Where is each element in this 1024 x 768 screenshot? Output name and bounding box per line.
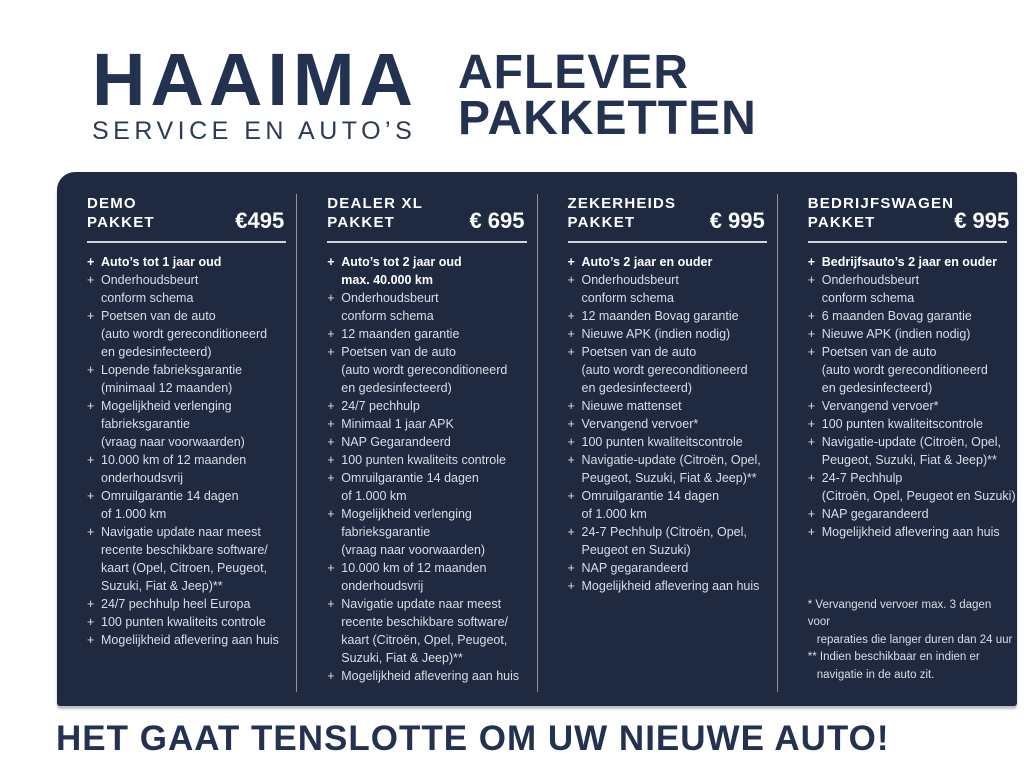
plus-marker: + bbox=[87, 363, 95, 377]
tagline: HET GAAT TENSLOTTE OM UW NIEUWE AUTO! bbox=[56, 719, 890, 758]
package-item-line: Navigatie update naar meest bbox=[101, 525, 261, 539]
package-item-text bbox=[822, 415, 983, 433]
package-item bbox=[87, 523, 292, 595]
package-item-text bbox=[101, 307, 267, 361]
package-item bbox=[327, 505, 532, 559]
logo-subtitle: SERVICE EN AUTO’S bbox=[92, 117, 417, 145]
package-title bbox=[808, 194, 954, 232]
package-item-line: 10.000 km of 12 maanden bbox=[341, 561, 487, 575]
package-item-line: Mogelijkheid verlenging bbox=[341, 507, 472, 521]
package-column-1 bbox=[57, 194, 296, 692]
plus-marker: + bbox=[327, 417, 335, 431]
package-item bbox=[568, 523, 773, 559]
package-item-line: (auto wordt gereconditioneerd bbox=[821, 363, 988, 377]
package-item-line: Mogelijkheid aflevering aan huis bbox=[821, 525, 1000, 539]
package-item-line: fabrieksgarantie bbox=[101, 417, 190, 431]
package-item bbox=[87, 451, 292, 487]
package-item-line: NAP gegarandeerd bbox=[821, 507, 929, 521]
plus-marker: + bbox=[807, 327, 816, 341]
package-item-line: 12 maanden garantie bbox=[341, 327, 460, 341]
plus-marker: + bbox=[327, 507, 335, 521]
package-item-text bbox=[341, 253, 461, 289]
plus-marker: + bbox=[87, 633, 95, 647]
package-item-line: Mogelijkheid aflevering aan huis bbox=[341, 669, 520, 683]
footnote-line: * Vervangend vervoer max. 3 dagen voor bbox=[807, 598, 992, 628]
package-item-line: NAP gegarandeerd bbox=[581, 561, 689, 575]
package-title-line1: DEMO bbox=[87, 195, 137, 212]
package-item-text bbox=[101, 523, 268, 595]
package-item-text bbox=[582, 559, 689, 577]
package-item bbox=[568, 271, 773, 307]
package-item-text bbox=[582, 307, 739, 325]
footnote-line: ** Indien beschikbaar en indien er bbox=[807, 651, 980, 663]
package-item-line: Omruilgarantie 14 dagen bbox=[101, 489, 239, 503]
package-item-text bbox=[341, 415, 454, 433]
plus-marker: + bbox=[567, 561, 575, 575]
title-divider bbox=[808, 241, 1007, 243]
plus-marker: + bbox=[87, 597, 95, 611]
package-item bbox=[808, 523, 1013, 541]
plus-marker: + bbox=[87, 273, 95, 287]
plus-marker: + bbox=[87, 615, 95, 629]
plus-marker: + bbox=[327, 561, 335, 575]
package-item-text bbox=[341, 289, 438, 325]
plus-marker: + bbox=[567, 579, 575, 593]
plus-marker: + bbox=[807, 345, 816, 359]
package-item-line: Poetsen van de auto bbox=[341, 345, 456, 359]
package-item-line: en gedesinfecteerd) bbox=[341, 381, 452, 395]
plus-marker: + bbox=[567, 309, 575, 323]
package-item bbox=[327, 469, 532, 505]
package-header bbox=[568, 194, 773, 232]
package-item bbox=[87, 307, 292, 361]
package-item-line: Onderhoudsbeurt bbox=[341, 291, 439, 305]
plus-marker: + bbox=[807, 435, 816, 449]
package-item-text bbox=[101, 451, 246, 487]
package-item-text bbox=[341, 667, 519, 685]
package-item-line: 100 punten kwaliteits controle bbox=[341, 453, 506, 467]
package-item bbox=[808, 271, 1013, 307]
package-item-line: Poetsen van de auto bbox=[581, 345, 697, 359]
package-item bbox=[87, 253, 292, 271]
package-item-line: (auto wordt gereconditioneerd bbox=[341, 363, 508, 377]
package-item bbox=[808, 307, 1013, 325]
package-item-line: 24-7 Pechhulp bbox=[821, 471, 903, 485]
package-item-text bbox=[582, 397, 682, 415]
package-item-line: 100 punten kwaliteits controle bbox=[101, 615, 266, 629]
plus-marker: + bbox=[87, 255, 95, 269]
plus-marker: + bbox=[567, 489, 575, 503]
package-item-line: Peugeot, Suzuki, Fiat & Jeep)** bbox=[821, 453, 997, 467]
page-title-line1: AFLEVER bbox=[458, 46, 690, 99]
package-item-line: Minimaal 1 jaar APK bbox=[341, 417, 454, 431]
footnote-line: reparaties die langer duren dan 24 uur bbox=[816, 633, 1013, 646]
page-title bbox=[458, 46, 757, 145]
package-item-line: 100 punten kwaliteitscontrole bbox=[581, 435, 743, 449]
package-item-list bbox=[327, 253, 532, 685]
package-item bbox=[568, 559, 773, 577]
package-item bbox=[568, 487, 773, 523]
package-item-text bbox=[101, 397, 245, 451]
package-item-line: Onderhoudsbeurt bbox=[101, 273, 199, 287]
plus-marker: + bbox=[567, 453, 575, 467]
package-item-text bbox=[341, 469, 479, 505]
package-item-line: 24/7 pechhulp heel Europa bbox=[101, 597, 251, 611]
package-item bbox=[87, 361, 292, 397]
plus-marker: + bbox=[807, 417, 816, 431]
package-item-line: Mogelijkheid verlenging bbox=[101, 399, 232, 413]
package-title bbox=[327, 194, 423, 232]
package-title-line2: PAKKET bbox=[807, 214, 876, 231]
package-item bbox=[327, 667, 532, 685]
package-item bbox=[327, 451, 532, 469]
package-item bbox=[327, 415, 532, 433]
plus-marker: + bbox=[807, 525, 816, 539]
package-item bbox=[808, 397, 1013, 415]
package-price: € 995 bbox=[709, 208, 765, 233]
package-item-text bbox=[101, 271, 198, 307]
plus-marker: + bbox=[327, 327, 335, 341]
package-item bbox=[87, 631, 292, 649]
package-item-line: fabrieksgarantie bbox=[341, 525, 431, 539]
package-item bbox=[568, 343, 773, 397]
footnote-line: navigatie in de auto zit. bbox=[816, 668, 935, 681]
package-item-text bbox=[101, 613, 266, 631]
package-item-text bbox=[101, 487, 239, 523]
title-divider bbox=[568, 241, 767, 243]
package-price: €495 bbox=[235, 208, 285, 233]
plus-marker: + bbox=[807, 471, 816, 485]
package-item bbox=[87, 595, 292, 613]
package-column-4 bbox=[777, 194, 1017, 692]
package-item-line: onderhoudsvrij bbox=[341, 579, 424, 593]
package-item-line: Auto’s 2 jaar en ouder bbox=[581, 255, 713, 269]
package-item-line: Omruilgarantie 14 dagen bbox=[341, 471, 479, 485]
package-item-line: 6 maanden Bovag garantie bbox=[821, 309, 972, 323]
package-item-text bbox=[582, 415, 699, 433]
package-item-text bbox=[101, 361, 242, 397]
plus-marker: + bbox=[327, 669, 335, 683]
package-item-line: Nieuwe APK (indien nodig) bbox=[821, 327, 971, 341]
package-item-line: Auto’s tot 2 jaar oud bbox=[341, 255, 462, 269]
package-item-line: Bedrijfsauto’s 2 jaar en ouder bbox=[821, 255, 998, 269]
plus-marker: + bbox=[87, 453, 95, 467]
package-item bbox=[87, 487, 292, 523]
package-item bbox=[807, 469, 1016, 505]
plus-marker: + bbox=[327, 345, 335, 359]
package-item bbox=[568, 253, 773, 271]
package-item-text bbox=[822, 271, 919, 307]
package-item-line: Navigatie-update (Citroën, Opel, bbox=[821, 435, 1002, 449]
package-item-text bbox=[341, 559, 486, 595]
package-item-line: Mogelijkheid aflevering aan huis bbox=[581, 579, 760, 593]
footnotes bbox=[808, 597, 1013, 693]
package-item bbox=[87, 613, 292, 631]
package-item-line: 10.000 km of 12 maanden bbox=[101, 453, 247, 467]
package-item-list bbox=[87, 253, 292, 649]
package-item-line: (vraag naar voorwaarden) bbox=[341, 543, 486, 557]
package-item bbox=[568, 397, 773, 415]
package-item-line: onderhoudsvrij bbox=[101, 471, 183, 485]
package-item bbox=[808, 325, 1013, 343]
package-item-line: Lopende fabrieksgarantie bbox=[101, 363, 243, 377]
footnote bbox=[808, 597, 1013, 650]
package-item bbox=[327, 253, 532, 289]
package-item bbox=[808, 505, 1013, 523]
package-item bbox=[327, 595, 532, 667]
package-item-line: 24/7 pechhulp bbox=[341, 399, 420, 413]
package-item-line: Vervangend vervoer* bbox=[821, 399, 939, 413]
package-item-line: Auto’s tot 1 jaar oud bbox=[101, 255, 222, 269]
plus-marker: + bbox=[567, 525, 575, 539]
package-title-line1: BEDRIJFSWAGEN bbox=[807, 195, 955, 212]
package-item-line: of 1.000 km bbox=[581, 507, 647, 521]
package-item-text bbox=[822, 253, 997, 271]
package-item-text bbox=[822, 523, 1000, 541]
package-column-3 bbox=[537, 194, 777, 692]
package-item bbox=[87, 397, 292, 451]
logo bbox=[92, 38, 418, 145]
package-item-text bbox=[582, 487, 720, 523]
plus-marker: + bbox=[87, 309, 95, 323]
package-price: € 695 bbox=[469, 208, 525, 233]
plus-marker: + bbox=[567, 417, 575, 431]
plus-marker: + bbox=[567, 435, 575, 449]
package-item bbox=[808, 415, 1013, 433]
package-item-line: (minimaal 12 maanden) bbox=[101, 381, 233, 395]
package-title-line2: PAKKET bbox=[567, 214, 636, 231]
package-item-line: Poetsen van de auto bbox=[101, 309, 216, 323]
package-item-line: NAP Gegarandeerd bbox=[341, 435, 451, 449]
package-header bbox=[808, 194, 1013, 232]
page-title-line2: PAKKETTEN bbox=[458, 92, 757, 145]
footnote bbox=[808, 649, 1013, 684]
plus-marker: + bbox=[327, 471, 335, 485]
package-item-line: kaart (Opel, Citroen, Peugeot, bbox=[101, 561, 268, 575]
package-item-line: recente beschikbare software/ bbox=[341, 615, 509, 629]
package-item-text bbox=[582, 343, 748, 397]
package-item-line: Poetsen van de auto bbox=[821, 345, 937, 359]
plus-marker: + bbox=[87, 489, 95, 503]
package-item-text bbox=[341, 451, 506, 469]
plus-marker: + bbox=[567, 399, 575, 413]
package-item-line: conform schema bbox=[341, 309, 434, 323]
plus-marker: + bbox=[327, 597, 335, 611]
package-item-line: Peugeot en Suzuki) bbox=[581, 543, 691, 557]
package-item bbox=[568, 577, 773, 595]
package-header bbox=[87, 194, 292, 232]
package-title-line1: ZEKERHEIDS bbox=[567, 195, 677, 212]
package-item-line: conform schema bbox=[101, 291, 194, 305]
package-item-line: Peugeot, Suzuki, Fiat & Jeep)** bbox=[581, 471, 757, 485]
package-item bbox=[327, 559, 532, 595]
package-item-text bbox=[101, 253, 221, 271]
package-item-line: kaart (Citroën, Opel, Peugeot, bbox=[341, 633, 508, 647]
plus-marker: + bbox=[807, 255, 816, 269]
package-item-line: recente beschikbare software/ bbox=[101, 543, 268, 557]
package-item bbox=[808, 253, 1013, 271]
package-item-text bbox=[822, 505, 929, 523]
package-item-text bbox=[822, 397, 939, 415]
package-item-line: Onderhoudsbeurt bbox=[581, 273, 679, 287]
package-item bbox=[568, 415, 773, 433]
logo-wordmark: HAAIMA bbox=[92, 38, 418, 121]
plus-marker: + bbox=[807, 309, 816, 323]
package-item-text bbox=[101, 595, 250, 613]
package-item-line: (Citroën, Opel, Peugeot en Suzuki) bbox=[821, 489, 1016, 503]
plus-marker: + bbox=[807, 507, 816, 521]
package-item-line: Navigatie-update (Citroën, Opel, bbox=[581, 453, 761, 467]
package-item-text bbox=[341, 595, 508, 667]
package-item-text bbox=[101, 631, 279, 649]
title-divider bbox=[87, 241, 286, 243]
plus-marker: + bbox=[327, 435, 335, 449]
package-item-line: Suzuki, Fiat & Jeep)** bbox=[341, 651, 463, 665]
package-item-text bbox=[341, 325, 459, 343]
package-item-line: conform schema bbox=[821, 291, 915, 305]
package-item-text bbox=[582, 325, 731, 343]
package-item bbox=[327, 343, 532, 397]
package-item-text bbox=[582, 433, 743, 451]
package-item-line: Onderhoudsbeurt bbox=[821, 273, 920, 287]
package-item bbox=[568, 433, 773, 451]
package-title bbox=[568, 194, 677, 232]
package-title-line1: DEALER XL bbox=[327, 195, 424, 212]
package-item-line: conform schema bbox=[581, 291, 674, 305]
plus-marker: + bbox=[327, 453, 335, 467]
plus-marker: + bbox=[567, 345, 575, 359]
package-item-line: en gedesinfecteerd) bbox=[101, 345, 212, 359]
plus-marker: + bbox=[567, 255, 575, 269]
package-item-list bbox=[568, 253, 773, 595]
package-item-text bbox=[822, 307, 972, 325]
package-item bbox=[327, 325, 532, 343]
package-item bbox=[327, 397, 532, 415]
package-item-line: 12 maanden Bovag garantie bbox=[581, 309, 739, 323]
package-title-line2: PAKKET bbox=[87, 214, 155, 231]
package-item bbox=[327, 433, 532, 451]
package-item-line: en gedesinfecteerd) bbox=[581, 381, 692, 395]
package-item bbox=[808, 433, 1013, 469]
package-item-line: Nieuwe APK (indien nodig) bbox=[581, 327, 731, 341]
package-item-text bbox=[582, 253, 713, 271]
plus-marker: + bbox=[567, 327, 575, 341]
plus-marker: + bbox=[567, 273, 575, 287]
title-divider bbox=[327, 241, 526, 243]
package-item bbox=[808, 343, 1013, 397]
package-item-line: 100 punten kwaliteitscontrole bbox=[821, 417, 983, 431]
package-item bbox=[327, 289, 532, 325]
package-item-line: (vraag naar voorwaarden) bbox=[101, 435, 245, 449]
package-item-text bbox=[822, 343, 988, 397]
plus-marker: + bbox=[807, 399, 816, 413]
plus-marker: + bbox=[807, 273, 816, 287]
package-header bbox=[327, 194, 532, 232]
package-price: € 995 bbox=[954, 208, 1010, 233]
plus-marker: + bbox=[327, 291, 335, 305]
package-item-text bbox=[582, 523, 747, 559]
packages-panel bbox=[57, 172, 1017, 706]
package-item-text bbox=[582, 271, 679, 307]
package-item-text bbox=[582, 577, 760, 595]
plus-marker: + bbox=[327, 255, 335, 269]
package-item-line: of 1.000 km bbox=[341, 489, 407, 503]
package-item-text bbox=[582, 451, 761, 487]
package-item-line: 24-7 Pechhulp (Citroën, Opel, bbox=[581, 525, 747, 539]
package-item-text bbox=[341, 397, 420, 415]
package-title bbox=[87, 194, 155, 232]
package-item-line: en gedesinfecteerd) bbox=[821, 381, 933, 395]
package-item-text bbox=[822, 325, 971, 343]
package-item-text bbox=[822, 469, 1016, 505]
package-item-line: of 1.000 km bbox=[101, 507, 167, 521]
package-item bbox=[568, 451, 773, 487]
package-item-text bbox=[822, 433, 1001, 469]
package-item-line: Nieuwe mattenset bbox=[581, 399, 682, 413]
package-title-line2: PAKKET bbox=[327, 214, 396, 231]
plus-marker: + bbox=[87, 399, 95, 413]
package-item-text bbox=[341, 433, 451, 451]
package-item-line: Suzuki, Fiat & Jeep)** bbox=[101, 579, 223, 593]
package-item bbox=[568, 307, 773, 325]
package-item-line: Vervangend vervoer* bbox=[581, 417, 699, 431]
package-item-text bbox=[341, 343, 507, 397]
plus-marker: + bbox=[87, 525, 95, 539]
package-item bbox=[568, 325, 773, 343]
package-item-line: Navigatie update naar meest bbox=[341, 597, 502, 611]
package-column-2 bbox=[296, 194, 536, 692]
package-item-line: (auto wordt gereconditioneerd bbox=[581, 363, 748, 377]
package-item-line: (auto wordt gereconditioneerd bbox=[101, 327, 268, 341]
package-item-line: Mogelijkheid aflevering aan huis bbox=[101, 633, 279, 647]
package-item-line: Omruilgarantie 14 dagen bbox=[581, 489, 720, 503]
package-item-text bbox=[341, 505, 485, 559]
package-item bbox=[87, 271, 292, 307]
plus-marker: + bbox=[327, 399, 335, 413]
package-item-list bbox=[807, 253, 1016, 541]
package-item-line: max. 40.000 km bbox=[341, 273, 433, 287]
